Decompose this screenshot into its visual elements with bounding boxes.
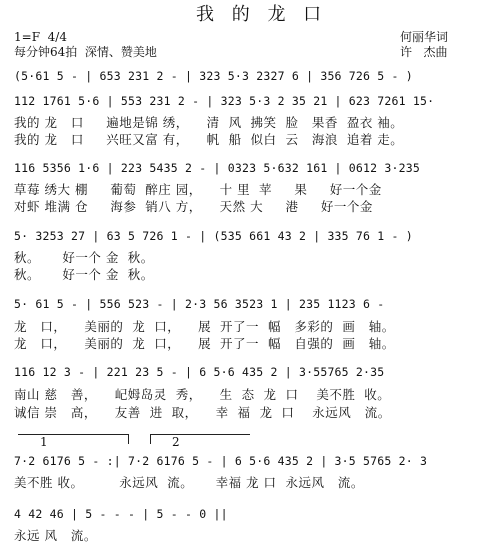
volta-bracket-2-start <box>150 434 151 444</box>
lyric-line-4-verse-2: 秋。 好一个 金 秋。 <box>14 267 154 282</box>
notation-line-2: 112 1761 5·6 | 553 231 2 - | 323 5·3 2 35 21 | 623 7261 15· <box>14 94 435 108</box>
lyric-line-6-verse-2: 诚信 崇 高， 友善 进 取， 幸 福 龙 口 永远风 流。 <box>14 405 391 420</box>
song-title: 我 的 龙 口 <box>196 4 328 25</box>
lyric-line-8: 永远 风 流。 <box>14 528 97 543</box>
lyric-line-4-verse-1: 秋。 好一个 金 秋。 <box>14 250 154 265</box>
notation-line-1: (5·61 5 - | 653 231 2 - | 323 5·3 2327 6 | 356 726 5 - ) <box>14 69 413 83</box>
key-time-signature: 1=F 4/4 <box>14 30 67 44</box>
volta-bracket-1-end <box>128 434 129 444</box>
lyric-line-2-verse-2: 我的 龙 口 兴旺又富 有， 帆 船 似白 云 海浪 追着 走。 <box>14 132 404 147</box>
volta-number-1: 1 <box>40 435 48 449</box>
lyric-line-7: 美不胜 收。 永远风 流。 幸福 龙 口 永远风 流。 <box>14 475 364 490</box>
lyric-line-6-verse-1: 南山 慈 善， 屺姆岛灵 秀， 生 态 龙 口 美不胜 收。 <box>14 387 391 402</box>
lyric-line-2-verse-1: 我的 龙 口 遍地是锦 绣， 清 风 拂笑 脸 果香 盈衣 袖。 <box>14 115 404 130</box>
notation-line-8: 4 42 46 | 5 - - - | 5 - - 0 || <box>14 507 228 521</box>
notation-line-3: 116 5356 1·6 | 223 5435 2 - | 0323 5·632 161 | 0612 3·235 <box>14 161 421 175</box>
notation-line-7: 7·2 6176 5 - :| 7·2 6176 5 - | 6 5·6 435 2 | 3·5 5765 2· 3 <box>14 454 428 468</box>
volta-bracket-1 <box>18 434 128 435</box>
lyric-line-5-verse-2: 龙 口， 美丽的 龙 口， 展 开了一 幅 自强的 画 轴。 <box>14 336 395 351</box>
notation-line-6: 116 12 3 - | 221 23 5 - | 6 5·6 435 2 | 3·55765 2·35 <box>14 365 385 379</box>
lyricist-credit: 何丽华词 <box>400 30 449 44</box>
lyric-line-5-verse-1: 龙 口， 美丽的 龙 口， 展 开了一 幅 多彩的 画 轴。 <box>14 319 395 334</box>
lyric-line-3-verse-1: 草莓 绣大 棚 葡萄 醉庄 园， 十 里 苹 果 好一个金 <box>14 182 382 197</box>
volta-bracket-2 <box>150 434 250 435</box>
lyric-line-3-verse-2: 对虾 堆满 仓 海参 销八 方， 天然 大 港 好一个金 <box>14 199 373 214</box>
volta-number-2: 2 <box>172 435 180 449</box>
notation-line-4: 5· 3253 27 | 63 5 726 1 - | (535 661 43 2 | 335 76 1 - ) <box>14 229 413 243</box>
tempo-marking: 每分钟64拍 深情、赞美地 <box>14 45 157 59</box>
notation-line-5: 5· 61 5 - | 556 523 - | 2·3 56 3523 1 | 235 1123 6 - <box>14 297 385 311</box>
composer-credit: 许 杰曲 <box>400 45 448 59</box>
